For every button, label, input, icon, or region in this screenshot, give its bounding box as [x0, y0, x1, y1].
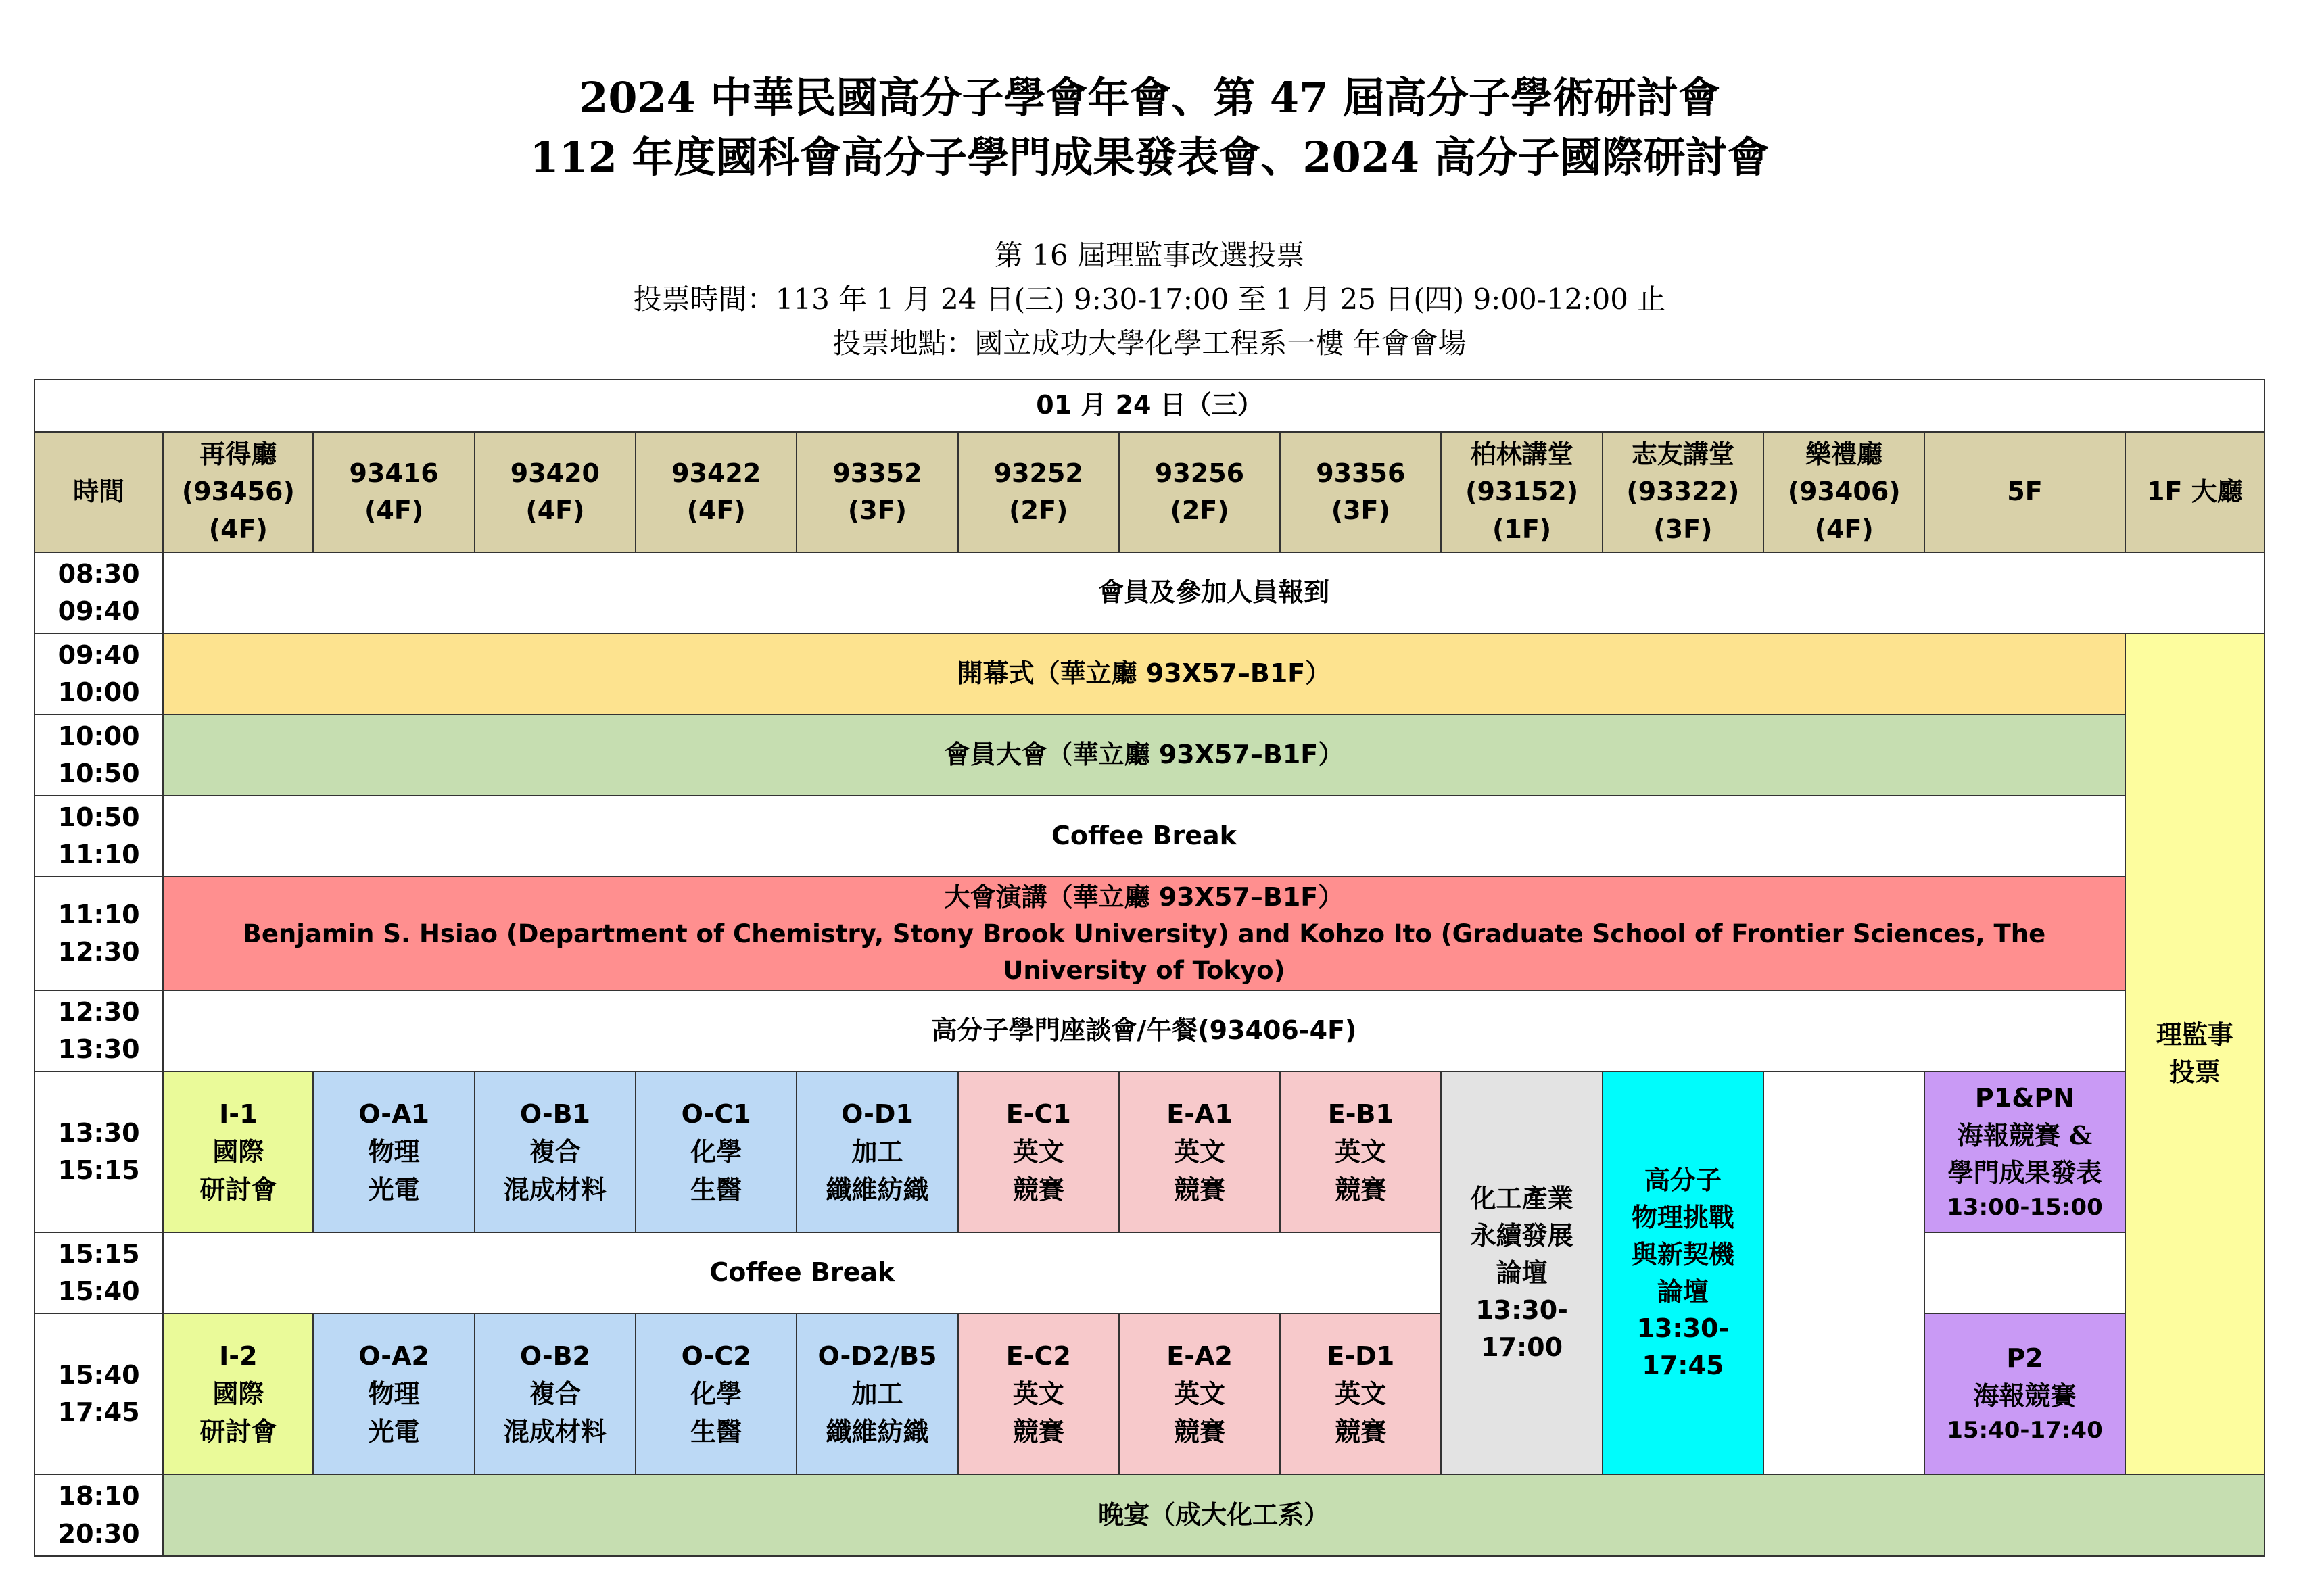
session-line: 生醫 [690, 1174, 742, 1205]
room-label-line: (4F) [1814, 514, 1874, 544]
session-line: 競賽 [1335, 1416, 1387, 1447]
time-line: 09:40 [57, 639, 140, 670]
forum-chem-line: 13:30-17:00 [1475, 1295, 1568, 1362]
time-slot [34, 990, 163, 1071]
poster2-line: 海報競賽 [1973, 1380, 2077, 1411]
session-line: 英文 [1012, 1136, 1064, 1167]
session-line: 加工 [851, 1378, 903, 1409]
session-line: I-2 [219, 1341, 258, 1372]
time-slot [34, 633, 163, 715]
time-line: 08:30 [57, 558, 140, 589]
room-label-line: 93352 [832, 458, 922, 488]
session-line: 混成材料 [503, 1174, 607, 1205]
room-label-line: (4F) [686, 495, 746, 525]
session-cell [475, 1071, 636, 1232]
forum-chem-line: 論壇 [1496, 1257, 1548, 1288]
session-cell [636, 1071, 797, 1232]
poster1-line: 學門成果發表 [1947, 1157, 2102, 1188]
room-label-line: 柏林講堂 [1470, 439, 1573, 470]
room-label-line: 志友講堂 [1631, 439, 1734, 470]
time-slot [34, 552, 163, 633]
forum-polymer-physics [1603, 1071, 1763, 1474]
general-meeting: 會員大會（華立廳 93X57–B1F） [163, 715, 2125, 796]
room-label-line: 93420 [510, 458, 600, 488]
time-slot [34, 715, 163, 796]
column-header-row [34, 432, 2265, 552]
poster1-line: 13:00-15:00 [1947, 1193, 2103, 1221]
forum-phys-line: 13:30-17:45 [1636, 1313, 1730, 1381]
session-line: O-A2 [358, 1341, 429, 1372]
time-line: 15:40 [57, 1359, 140, 1390]
session-cell [1119, 1313, 1280, 1474]
room-label-line: (3F) [1653, 514, 1713, 544]
room-column-header: 1F 大廳 [2125, 432, 2265, 552]
room-label-line: (3F) [847, 495, 907, 525]
session-line: O-C2 [681, 1341, 751, 1372]
poster-empty-cell [1924, 1232, 2125, 1313]
time-line: 20:30 [57, 1518, 140, 1549]
poster1-line: 海報競賽 & [1957, 1119, 2093, 1151]
room-label-line: (2F) [1009, 495, 1068, 525]
schedule-table [34, 379, 2265, 1557]
time-line: 13:30 [57, 1034, 140, 1064]
room-label-line: (4F) [364, 495, 424, 525]
time-line: 10:50 [57, 802, 140, 832]
time-line: 10:00 [57, 677, 140, 707]
vote-time: 投票時間：113 年 1 月 24 日(三) 9:30-17:00 至 1 月 25 日(四) 9:00-12:00 止 [633, 283, 1666, 316]
session-cell [1280, 1313, 1441, 1474]
session-line: 競賽 [1335, 1174, 1387, 1205]
session-line: 競賽 [1174, 1416, 1226, 1447]
poster1-line: P1&PN [1974, 1082, 2075, 1113]
session-line: O-B2 [519, 1341, 590, 1372]
time-line: 18:10 [57, 1481, 140, 1512]
room-label-line: 93256 [1154, 458, 1245, 488]
session-line: 英文 [1174, 1136, 1226, 1167]
room-label-line: 93356 [1316, 458, 1406, 488]
election-notice: 第 16 屆理監事改選投票 [994, 239, 1305, 272]
forum-chem-line: 永續發展 [1470, 1220, 1573, 1251]
time-slot [34, 877, 163, 990]
room-label-line: (93322) [1626, 477, 1740, 507]
session-line: 競賽 [1174, 1174, 1226, 1205]
session-cell [313, 1313, 474, 1474]
session-line: 混成材料 [503, 1416, 607, 1447]
session-line: 生醫 [690, 1416, 742, 1447]
room-column-header [1603, 432, 1763, 552]
room-column-header [1280, 432, 1441, 552]
forum-phys-line: 物理挑戰 [1631, 1201, 1734, 1232]
room-label-line: (4F) [525, 495, 585, 525]
session-line: 光電 [368, 1416, 420, 1447]
session-line: 競賽 [1012, 1416, 1064, 1447]
session-line: E-A2 [1166, 1341, 1233, 1372]
session-line: 加工 [851, 1136, 903, 1167]
time-line: 15:15 [57, 1155, 140, 1185]
poster-session-1 [1924, 1071, 2125, 1232]
title-line-2: 112 年度國科會高分子學門成果發表會、2024 高分子國際研討會 [529, 132, 1770, 182]
poster-session-2 [1924, 1313, 2125, 1474]
session-line: 纖維紡織 [826, 1174, 929, 1205]
session-line: 光電 [368, 1174, 420, 1205]
forum-phys-line: 高分子 [1644, 1164, 1722, 1195]
time-slot [34, 796, 163, 877]
time-line: 15:40 [57, 1276, 140, 1306]
room-column-header [636, 432, 797, 552]
poster2-line: P2 [2006, 1343, 2043, 1374]
room-label-line: (93456) [181, 477, 295, 507]
forum-chemical-industry [1441, 1071, 1602, 1474]
opening-ceremony: 開幕式（華立廳 93X57–B1F） [163, 633, 2125, 715]
session-line: E-D1 [1327, 1341, 1395, 1372]
room-label-line: 再得廳 [199, 439, 277, 470]
vote-place: 投票地點：國立成功大學化學工程系一樓 年會會場 [832, 327, 1467, 360]
room-column-header [1119, 432, 1280, 552]
room-label-line: (3F) [1331, 495, 1390, 525]
session-line: 纖維紡織 [826, 1416, 929, 1447]
room-label-line: (1F) [1492, 514, 1552, 544]
time-line: 13:30 [57, 1117, 140, 1148]
registration: 會員及參加人員報到 [163, 552, 2265, 633]
session-line: 研討會 [199, 1174, 277, 1205]
room-column-header [163, 432, 313, 552]
session-line: O-B1 [519, 1099, 590, 1130]
time-slot [34, 1071, 163, 1232]
banquet: 晚宴（成大化工系） [163, 1474, 2265, 1556]
session-line: E-C2 [1005, 1341, 1071, 1372]
session-cell [1119, 1071, 1280, 1232]
time-slot [34, 1313, 163, 1474]
room-column-header [958, 432, 1119, 552]
forum-chem-line: 化工產業 [1470, 1183, 1573, 1214]
session-line: 物理 [368, 1136, 420, 1167]
session-line: E-B1 [1327, 1099, 1394, 1130]
room-column-header: 5F [1924, 432, 2125, 552]
session-line: O-D1 [841, 1099, 914, 1130]
room-label-line: 樂禮廳 [1805, 439, 1883, 470]
session-line: E-C1 [1005, 1099, 1071, 1130]
session-cell [163, 1071, 313, 1232]
time-line: 09:40 [57, 596, 140, 626]
coffee-break: Coffee Break [163, 796, 2125, 877]
session-line: 英文 [1335, 1378, 1387, 1409]
session-line: 物理 [368, 1378, 420, 1409]
session-cell [797, 1313, 957, 1474]
session-line: O-D2/B5 [817, 1341, 937, 1372]
coffee-break: Coffee Break [163, 1232, 1441, 1313]
session-line: 英文 [1012, 1378, 1064, 1409]
session-cell [1280, 1071, 1441, 1232]
plenary-title: 大會演講（華立廳 93X57–B1F） [944, 881, 1344, 912]
room-column-header [797, 432, 957, 552]
room-column-header [475, 432, 636, 552]
time-line: 17:45 [57, 1397, 140, 1427]
plenary-lecture [163, 877, 2125, 990]
session-line: O-A1 [358, 1099, 429, 1130]
room-label-line: (2F) [1170, 495, 1229, 525]
session-line: 複合 [529, 1136, 581, 1167]
session-line: 競賽 [1012, 1174, 1064, 1205]
forum-phys-line: 與新契機 [1631, 1238, 1734, 1269]
session-cell [958, 1313, 1119, 1474]
session-cell [636, 1313, 797, 1474]
room-label-line: (93152) [1465, 477, 1579, 507]
session-line: 化學 [690, 1136, 742, 1167]
room-label-line: (93406) [1787, 477, 1901, 507]
session-line: O-C1 [681, 1099, 751, 1130]
plenary-speakers: Benjamin S. Hsiao (Department of Chemistry, Stony Brook University) and Kohzo Ito (Graduate School of Frontier Sciences, The University of Tokyo) [242, 919, 2046, 985]
time-line: 10:00 [57, 721, 140, 751]
room-label-line: 93252 [993, 458, 1083, 488]
time-line: 11:10 [57, 899, 140, 929]
time-line: 10:50 [57, 758, 140, 788]
room-label-line: (4F) [208, 514, 268, 544]
title-line-1: 2024 中華民國高分子學會年會、第 47 屆高分子學術研討會 [579, 73, 1720, 122]
session-cell [958, 1071, 1119, 1232]
session-cell [163, 1313, 313, 1474]
session-line: 化學 [690, 1378, 742, 1409]
time-line: 12:30 [57, 996, 140, 1027]
vote-label-1: 理監事 [2156, 1019, 2233, 1050]
time-slot [34, 1232, 163, 1313]
vote-label-2: 投票 [2168, 1057, 2221, 1087]
session-cell [797, 1071, 957, 1232]
session-cell [313, 1071, 474, 1232]
room-column-header [1763, 432, 1924, 552]
room-column-header [313, 432, 474, 552]
session-line: 英文 [1335, 1136, 1387, 1167]
time-line: 12:30 [57, 937, 140, 967]
session-line: 國際 [212, 1136, 264, 1167]
session-line: 國際 [212, 1378, 264, 1409]
session-line: 研討會 [199, 1416, 277, 1447]
session-cell [475, 1313, 636, 1474]
time-line: 11:10 [57, 840, 140, 869]
time-slot [34, 1474, 163, 1556]
time-column-header: 時間 [34, 432, 163, 552]
room-label-line: 93416 [349, 458, 439, 488]
session-line: 複合 [529, 1378, 581, 1409]
room-label-line: 93422 [671, 458, 761, 488]
poster2-line: 15:40-17:40 [1947, 1417, 2103, 1445]
forum-phys-line: 論壇 [1657, 1276, 1709, 1307]
time-line: 15:15 [57, 1238, 140, 1269]
empty-cell [1763, 1071, 1924, 1474]
room-column-header [1441, 432, 1602, 552]
lunch-forum: 高分子學門座談會/午餐(93406-4F) [163, 990, 2125, 1071]
session-line: 英文 [1174, 1378, 1226, 1409]
board-election-vote [2125, 633, 2265, 1474]
session-line: I-1 [219, 1099, 258, 1130]
session-line: E-A1 [1166, 1099, 1233, 1130]
date-header: 01 月 24 日（三） [34, 379, 2265, 432]
